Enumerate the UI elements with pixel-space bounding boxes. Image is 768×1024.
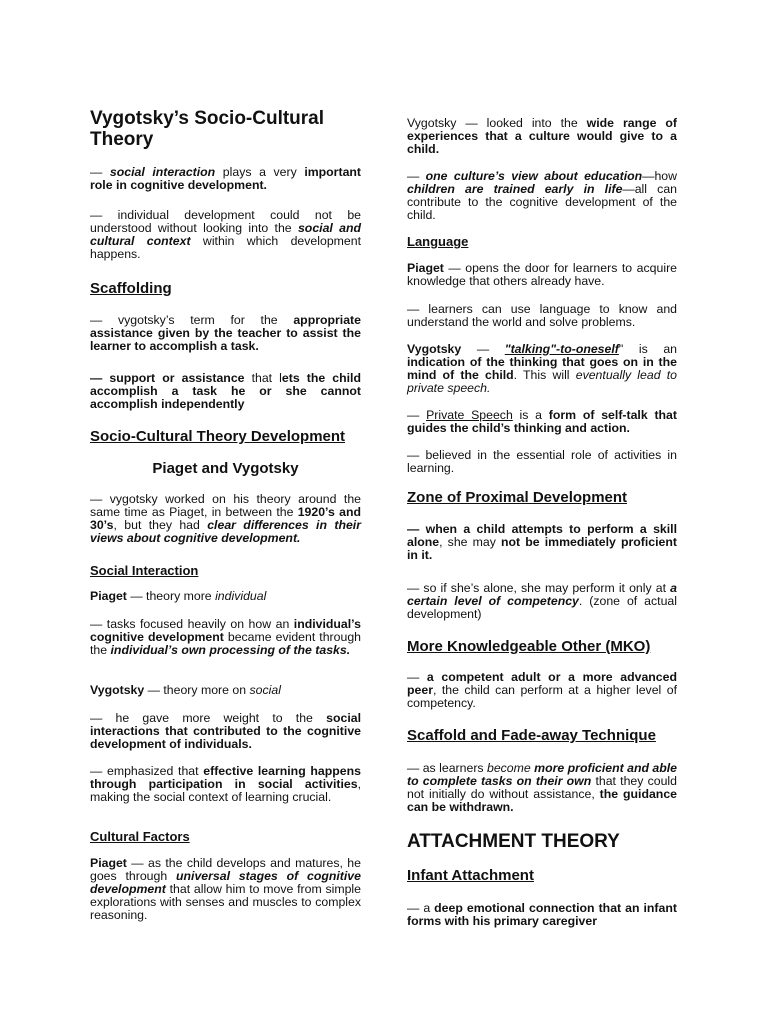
- text-run: " is an: [618, 342, 677, 356]
- text-run: ets the child accomplish a task he or she cannot accomplish independently: [90, 371, 361, 411]
- paragraph: [90, 857, 361, 922]
- text-run: — when a child attempts to perform a skill alone: [407, 522, 677, 549]
- text-run: form of self-talk that guides the child’s thinking and action.: [407, 408, 677, 435]
- paragraph: [407, 582, 677, 621]
- text-run: that allow him to move from simple explorations with senses and muscles to complex reasoning.: [90, 882, 361, 922]
- paragraph: [90, 590, 361, 603]
- text-run: individual’s cognitive development: [90, 617, 361, 644]
- text-run: deep emotional connection that an infant forms with his primary caregiver: [407, 901, 677, 928]
- text-run: , she may: [439, 535, 502, 549]
- text-run: that l: [244, 371, 282, 385]
- text-run: eventually lead to private speech.: [407, 368, 677, 395]
- section-heading-zpd: Zone of Proximal Development: [407, 489, 628, 506]
- subheading-piaget-vygotsky: Piaget and Vygotsky: [152, 460, 299, 477]
- paragraph: [407, 262, 677, 288]
- text-run: the guidance can be withdrawn.: [407, 787, 677, 814]
- text-run: — emphasized that: [90, 764, 204, 778]
- text-run: , but they had: [113, 518, 208, 532]
- text-run: important role in cognitive development.: [90, 165, 362, 192]
- paragraph: [90, 765, 361, 804]
- text-run: Private Speech: [426, 408, 513, 422]
- text-run: —all can contribute to the cognitive development of the child.: [407, 182, 677, 222]
- text-run: that they could not initially do without assistance,: [407, 774, 677, 801]
- page-title: Vygotsky’s Socio-Cultural Theory: [90, 108, 325, 150]
- text-run: —: [407, 670, 427, 684]
- text-run: not be immediately proficient in it.: [407, 535, 677, 562]
- paragraph: [90, 166, 361, 192]
- subheading-social-interaction: Social Interaction: [90, 563, 199, 578]
- text-run: — tasks focused heavily on how an: [90, 617, 294, 631]
- text-run: — theory more on: [144, 683, 250, 697]
- paragraph: [407, 523, 677, 562]
- text-run: is a: [512, 408, 549, 422]
- paragraph: [407, 343, 677, 395]
- paragraph: [90, 372, 361, 411]
- text-run: clear differences in their views about cognitive development.: [90, 518, 361, 545]
- subheading-cultural-factors: Cultural Factors: [90, 829, 190, 844]
- paragraph: [407, 303, 677, 329]
- text-run: . This will: [513, 368, 576, 382]
- text-run: within which development happens.: [90, 234, 362, 261]
- text-run: — he gave more weight to the: [90, 711, 327, 725]
- section-heading-scaffold-fade: Scaffold and Fade-away Technique: [407, 727, 656, 744]
- text-run: social interactions that contributed to the cognitive development of individuals.: [90, 711, 361, 751]
- text-run: —how: [642, 169, 678, 183]
- text-run: universal stages of cognitive development: [90, 869, 361, 896]
- paragraph: [90, 314, 361, 353]
- text-run: — a: [407, 901, 435, 915]
- paragraph: [90, 684, 361, 697]
- text-run: — theory more: [126, 589, 216, 603]
- section-heading-development: Socio-Cultural Theory Development: [90, 428, 346, 445]
- section-heading-scaffolding: Scaffolding: [90, 280, 172, 297]
- text-run: a competent adult or a more advanced peer: [407, 670, 677, 697]
- text-run: — vygotsky worked on his theory around the same time as Piaget, in between the: [90, 492, 361, 519]
- paragraph: [407, 409, 677, 435]
- text-run: , the child can perform at a higher level of competency.: [407, 683, 677, 710]
- text-run: — support or assistance: [90, 371, 245, 385]
- text-run: —: [407, 408, 427, 422]
- text-run: social: [249, 683, 281, 697]
- text-run: — learners can use language to know and understand the world and solve problems.: [407, 302, 677, 329]
- text-run: wide range of experiences that a culture would give to a child.: [407, 116, 677, 156]
- text-run: "talking"-to-oneself: [504, 342, 619, 356]
- text-run: — as the child develops and matures, he goes through: [90, 856, 361, 883]
- section-heading-language: Language: [407, 234, 469, 249]
- text-run: —: [90, 165, 110, 179]
- text-run: Piaget: [90, 589, 127, 603]
- text-run: plays a very: [215, 165, 305, 179]
- text-run: Piaget: [407, 261, 444, 275]
- paragraph: [407, 762, 677, 814]
- text-run: effective learning happens through participation in social activities: [90, 764, 361, 791]
- text-run: social and cultural context: [90, 221, 362, 248]
- text-run: social interaction: [109, 165, 216, 179]
- text-run: Vygotsky: [90, 683, 145, 697]
- text-run: one culture’s view about education: [425, 169, 643, 183]
- paragraph: [407, 671, 677, 710]
- paragraph: [90, 712, 361, 751]
- subheading-infant-attachment: Infant Attachment: [407, 867, 534, 884]
- paragraph: [90, 209, 361, 261]
- paragraph: [90, 493, 361, 545]
- text-run: individual: [215, 589, 267, 603]
- text-run: became evident through the: [90, 630, 361, 657]
- text-run: , making the social context of learning crucial.: [90, 777, 361, 804]
- text-run: children are trained early in life: [407, 182, 623, 196]
- paragraph: [407, 117, 677, 156]
- text-run: — vygotsky’s term for the: [90, 313, 294, 327]
- section-heading-attachment: ATTACHMENT THEORY: [407, 831, 620, 852]
- text-run: . (zone of actual development): [407, 594, 677, 621]
- section-heading-mko: More Knowledgeable Other (MKO): [407, 638, 651, 655]
- text-run: — individual development could not be understood without looking into the: [90, 208, 361, 235]
- text-run: more proficient and able to complete tasks on their own: [407, 761, 677, 788]
- text-run: — opens the door for learners to acquire knowledge that others already have.: [407, 261, 677, 288]
- paragraph: [407, 170, 677, 222]
- text-run: indication of the thinking that goes on in the mind of the child: [407, 355, 677, 382]
- text-run: —: [407, 169, 426, 183]
- text-run: — so if she’s alone, she may perform it only at: [407, 581, 671, 595]
- paragraph: [407, 449, 677, 475]
- text-run: a certain level of competency: [407, 581, 677, 608]
- text-run: Vygotsky — looked into the: [407, 116, 587, 130]
- paragraph: [407, 902, 677, 928]
- text-run: —: [461, 342, 505, 356]
- text-run: 1920’s and 30’s: [90, 505, 361, 532]
- text-run: — believed in the essential role of activities in learning.: [407, 448, 677, 475]
- text-run: — as learners: [407, 761, 487, 775]
- text-run: Piaget: [90, 856, 127, 870]
- text-run: individual’s own processing of the tasks.: [110, 643, 351, 657]
- paragraph: [90, 618, 361, 657]
- text-run: appropriate assistance given by the teacher to assist the learner to accomplish a task.: [90, 313, 361, 353]
- text-run: become: [486, 761, 531, 775]
- text-run: Vygotsky: [407, 342, 462, 356]
